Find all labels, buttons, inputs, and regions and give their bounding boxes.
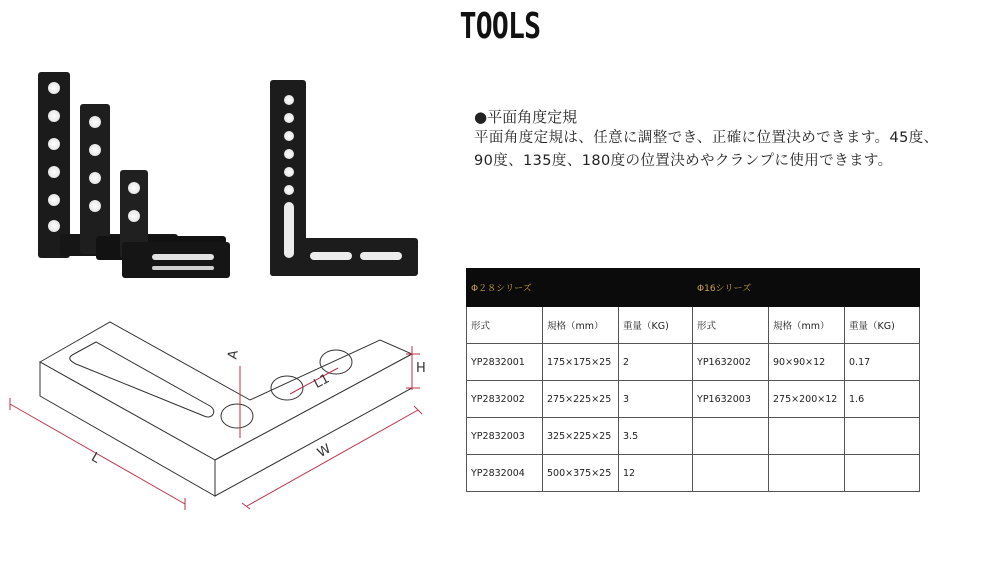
table-cell: YP2832004	[467, 455, 543, 492]
table-cell: 500×375×25	[543, 455, 619, 492]
column-header-row	[467, 307, 920, 344]
table-cell: YP1632002	[693, 344, 769, 381]
table-cell: 90×90×12	[769, 344, 845, 381]
table-cell: YP2832002	[467, 381, 543, 418]
description-body: 平面角度定規は、任意に調整でき、正確に位置決めできます。45度、90度、135度、180度の位置決めやクランプに使用できます。	[474, 130, 939, 169]
column-header: 規格（mm）	[543, 307, 619, 344]
table-cell	[845, 455, 920, 492]
table-row	[467, 344, 920, 381]
series-left: Φ２８シリーズ	[467, 269, 693, 307]
table-cell	[769, 455, 845, 492]
angle-ruler-medium	[80, 104, 226, 260]
table-cell	[845, 418, 920, 455]
table-cell: 3.5	[619, 418, 693, 455]
angle-ruler-single	[270, 80, 418, 276]
dimension-label-h: H	[416, 361, 426, 376]
table-cell: 275×225×25	[543, 381, 619, 418]
table-cell: 2	[619, 344, 693, 381]
table-cell	[769, 418, 845, 455]
product-photo	[30, 66, 430, 286]
angle-ruler-small	[120, 170, 230, 278]
dimension-diagram	[0, 310, 440, 510]
series-right: Φ16シリーズ	[693, 269, 920, 307]
dimension-label-l1: L1	[311, 371, 333, 392]
table-cell: 175×175×25	[543, 344, 619, 381]
table-cell: 12	[619, 455, 693, 492]
table-cell: 0.17	[845, 344, 920, 381]
product-description	[474, 107, 944, 173]
column-header: 形式	[467, 307, 543, 344]
description-heading: ●平面角度定規	[474, 108, 578, 126]
table-row	[467, 418, 920, 455]
table-row	[467, 455, 920, 492]
page-title: TOOLS	[459, 6, 541, 47]
dimension-label-a: A	[225, 349, 242, 361]
column-header: 規格（mm）	[769, 307, 845, 344]
table-cell: YP2832003	[467, 418, 543, 455]
column-header: 重量（KG)	[619, 307, 693, 344]
table-cell: 3	[619, 381, 693, 418]
table-cell: 1.6	[845, 381, 920, 418]
table-cell	[693, 455, 769, 492]
spec-table	[466, 268, 920, 492]
table-cell: 275×200×12	[769, 381, 845, 418]
table-cell: YP2832001	[467, 344, 543, 381]
table-cell: 325×225×25	[543, 418, 619, 455]
table-cell: YP1632003	[693, 381, 769, 418]
table-cell	[693, 418, 769, 455]
dimension-label-l: L	[88, 449, 103, 467]
column-header: 形式	[693, 307, 769, 344]
table-row	[467, 381, 920, 418]
column-header: 重量（KG)	[845, 307, 920, 344]
dimension-label-w: W	[315, 441, 334, 461]
series-header-row	[467, 269, 920, 307]
